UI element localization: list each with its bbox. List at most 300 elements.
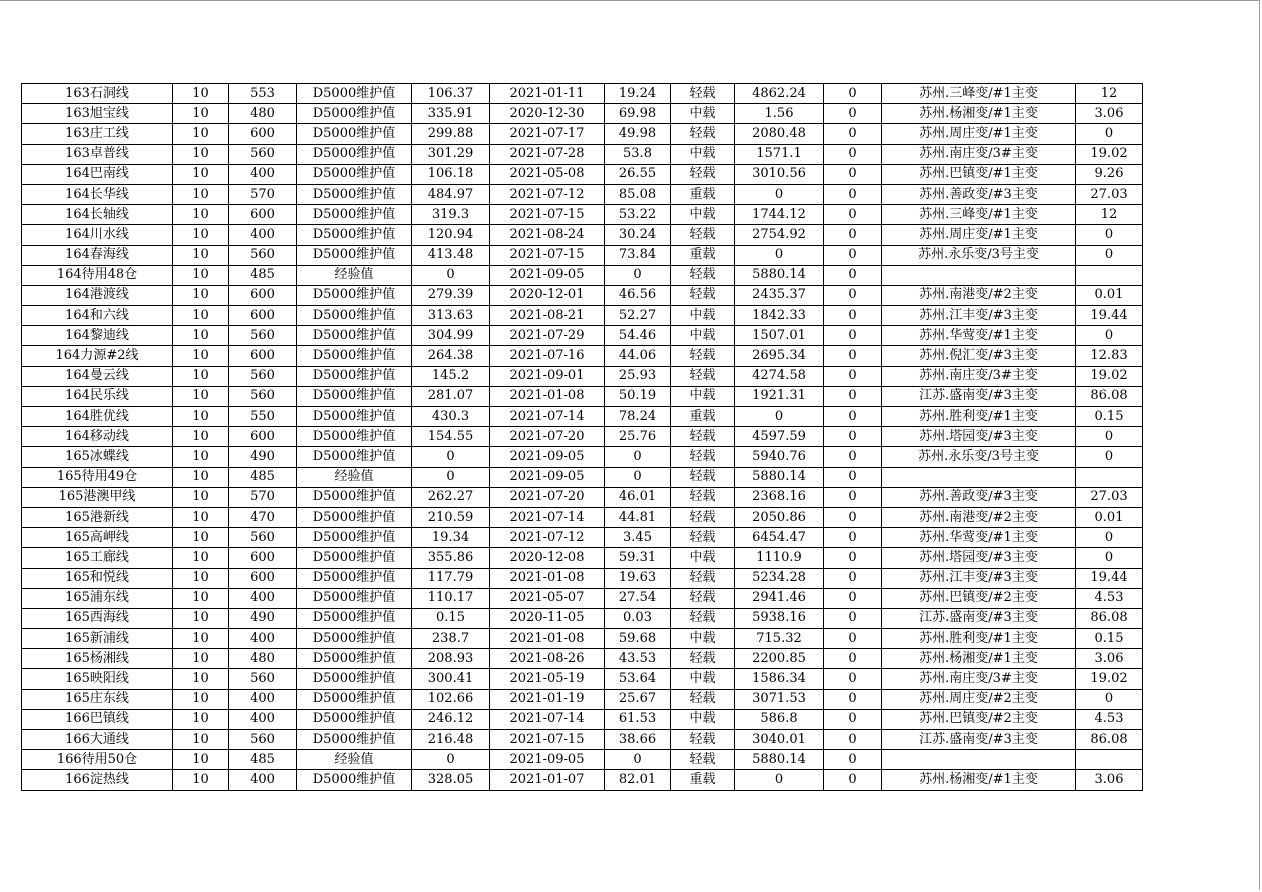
cell-load-rate: 54.46 bbox=[605, 326, 671, 346]
cell-line-name: 166大通线 bbox=[22, 730, 173, 750]
cell-col-10: 0 bbox=[824, 629, 882, 649]
cell-current-value: 264.38 bbox=[412, 346, 490, 366]
cell-margin: 1586.34 bbox=[735, 669, 824, 689]
cell-substation-rate: 0.01 bbox=[1076, 507, 1143, 527]
cell-voltage: 10 bbox=[173, 649, 229, 669]
cell-value-source: D5000维护值 bbox=[297, 588, 412, 608]
cell-line-name: 164民乐线 bbox=[22, 386, 173, 406]
cell-voltage: 10 bbox=[173, 285, 229, 305]
cell-rated-current: 600 bbox=[229, 548, 297, 568]
cell-margin: 5880.14 bbox=[735, 467, 824, 487]
cell-load-level: 轻载 bbox=[671, 507, 735, 527]
cell-line-name: 166淀热线 bbox=[22, 770, 173, 790]
cell-margin: 2368.16 bbox=[735, 487, 824, 507]
cell-margin: 1571.1 bbox=[735, 144, 824, 164]
cell-line-name: 163旭宝线 bbox=[22, 104, 173, 124]
table-body bbox=[22, 84, 1143, 791]
cell-current-value: 319.3 bbox=[412, 205, 490, 225]
cell-rated-current: 560 bbox=[229, 528, 297, 548]
cell-col-10: 0 bbox=[824, 487, 882, 507]
cell-load-level: 中载 bbox=[671, 104, 735, 124]
cell-current-value: 0 bbox=[412, 467, 490, 487]
cell-substation: 苏州.华莺变/#1主变 bbox=[882, 326, 1076, 346]
cell-load-rate: 19.24 bbox=[605, 84, 671, 104]
cell-value-source: D5000维护值 bbox=[297, 104, 412, 124]
cell-substation-rate: 19.02 bbox=[1076, 366, 1143, 386]
cell-value-source: D5000维护值 bbox=[297, 245, 412, 265]
cell-date: 2021-08-21 bbox=[490, 306, 605, 326]
cell-col-10: 0 bbox=[824, 447, 882, 467]
cell-line-name: 164和六线 bbox=[22, 306, 173, 326]
cell-substation-rate: 4.53 bbox=[1076, 709, 1143, 729]
cell-load-rate: 53.8 bbox=[605, 144, 671, 164]
cell-voltage: 10 bbox=[173, 104, 229, 124]
table-row bbox=[22, 447, 1143, 467]
cell-substation: 苏州.塔园变/#3主变 bbox=[882, 548, 1076, 568]
cell-line-name: 164川水线 bbox=[22, 225, 173, 245]
cell-value-source: D5000维护值 bbox=[297, 346, 412, 366]
cell-margin: 3071.53 bbox=[735, 689, 824, 709]
cell-margin: 5880.14 bbox=[735, 750, 824, 770]
cell-current-value: 281.07 bbox=[412, 386, 490, 406]
cell-load-level: 中载 bbox=[671, 548, 735, 568]
cell-margin: 2200.85 bbox=[735, 649, 824, 669]
cell-col-10: 0 bbox=[824, 689, 882, 709]
cell-load-level: 中载 bbox=[671, 669, 735, 689]
cell-margin: 3040.01 bbox=[735, 730, 824, 750]
cell-col-10: 0 bbox=[824, 265, 882, 285]
table-row bbox=[22, 245, 1143, 265]
cell-voltage: 10 bbox=[173, 669, 229, 689]
cell-margin: 4274.58 bbox=[735, 366, 824, 386]
cell-date: 2021-01-08 bbox=[490, 568, 605, 588]
cell-substation: 苏州.江丰变/#3主变 bbox=[882, 568, 1076, 588]
cell-voltage: 10 bbox=[173, 427, 229, 447]
cell-substation: 苏州.永乐变/3号主变 bbox=[882, 447, 1076, 467]
cell-date: 2021-07-15 bbox=[490, 205, 605, 225]
cell-substation-rate bbox=[1076, 750, 1143, 770]
cell-value-source: 经验值 bbox=[297, 750, 412, 770]
cell-current-value: 335.91 bbox=[412, 104, 490, 124]
cell-substation-rate: 0.15 bbox=[1076, 407, 1143, 427]
table-row bbox=[22, 366, 1143, 386]
cell-col-10: 0 bbox=[824, 588, 882, 608]
cell-voltage: 10 bbox=[173, 608, 229, 628]
cell-current-value: 19.34 bbox=[412, 528, 490, 548]
cell-load-rate: 85.08 bbox=[605, 184, 671, 204]
cell-margin: 0 bbox=[735, 407, 824, 427]
cell-col-10: 0 bbox=[824, 407, 882, 427]
cell-line-name: 165港澳甲线 bbox=[22, 487, 173, 507]
table-row bbox=[22, 548, 1143, 568]
cell-col-10: 0 bbox=[824, 649, 882, 669]
cell-substation: 苏州.周庄变/#1主变 bbox=[882, 124, 1076, 144]
cell-margin: 4862.24 bbox=[735, 84, 824, 104]
cell-load-level: 轻载 bbox=[671, 588, 735, 608]
cell-rated-current: 600 bbox=[229, 285, 297, 305]
cell-line-name: 163庄工线 bbox=[22, 124, 173, 144]
cell-line-name: 165新浦线 bbox=[22, 629, 173, 649]
cell-substation-rate: 0 bbox=[1076, 548, 1143, 568]
cell-line-name: 165和悦线 bbox=[22, 568, 173, 588]
cell-voltage: 10 bbox=[173, 164, 229, 184]
cell-rated-current: 600 bbox=[229, 124, 297, 144]
cell-date: 2021-07-20 bbox=[490, 487, 605, 507]
cell-date: 2021-07-15 bbox=[490, 730, 605, 750]
cell-date: 2021-01-08 bbox=[490, 629, 605, 649]
cell-load-level: 轻载 bbox=[671, 689, 735, 709]
table-row bbox=[22, 346, 1143, 366]
cell-voltage: 10 bbox=[173, 225, 229, 245]
cell-value-source: D5000维护值 bbox=[297, 608, 412, 628]
cell-load-rate: 52.27 bbox=[605, 306, 671, 326]
cell-value-source: D5000维护值 bbox=[297, 205, 412, 225]
cell-margin: 5938.16 bbox=[735, 608, 824, 628]
cell-current-value: 0 bbox=[412, 265, 490, 285]
cell-substation: 苏州.巴镇变/#1主变 bbox=[882, 164, 1076, 184]
cell-substation: 苏州.胜利变/#1主变 bbox=[882, 629, 1076, 649]
cell-substation-rate: 0 bbox=[1076, 124, 1143, 144]
cell-substation: 苏州.杨湘变/#1主变 bbox=[882, 104, 1076, 124]
cell-substation-rate: 27.03 bbox=[1076, 487, 1143, 507]
table-row bbox=[22, 164, 1143, 184]
cell-substation-rate: 12.83 bbox=[1076, 346, 1143, 366]
cell-margin: 6454.47 bbox=[735, 528, 824, 548]
cell-load-level: 轻载 bbox=[671, 649, 735, 669]
cell-load-rate: 43.53 bbox=[605, 649, 671, 669]
cell-current-value: 304.99 bbox=[412, 326, 490, 346]
cell-substation-rate: 12 bbox=[1076, 205, 1143, 225]
cell-value-source: D5000维护值 bbox=[297, 427, 412, 447]
cell-line-name: 163石洞线 bbox=[22, 84, 173, 104]
cell-date: 2021-05-08 bbox=[490, 164, 605, 184]
cell-margin: 4597.59 bbox=[735, 427, 824, 447]
cell-substation bbox=[882, 265, 1076, 285]
cell-line-name: 166巴镇线 bbox=[22, 709, 173, 729]
table-row bbox=[22, 104, 1143, 124]
cell-col-10: 0 bbox=[824, 84, 882, 104]
cell-rated-current: 480 bbox=[229, 104, 297, 124]
cell-load-level: 轻载 bbox=[671, 285, 735, 305]
cell-col-10: 0 bbox=[824, 346, 882, 366]
cell-rated-current: 550 bbox=[229, 407, 297, 427]
cell-substation: 江苏.盛南变/#3主变 bbox=[882, 730, 1076, 750]
cell-value-source: D5000维护值 bbox=[297, 730, 412, 750]
cell-substation: 苏州.杨湘变/#1主变 bbox=[882, 770, 1076, 790]
table-row bbox=[22, 84, 1143, 104]
cell-substation-rate: 3.06 bbox=[1076, 649, 1143, 669]
cell-value-source: D5000维护值 bbox=[297, 528, 412, 548]
cell-date: 2021-07-12 bbox=[490, 528, 605, 548]
cell-value-source: D5000维护值 bbox=[297, 689, 412, 709]
cell-load-level: 轻载 bbox=[671, 84, 735, 104]
cell-substation-rate: 3.06 bbox=[1076, 770, 1143, 790]
cell-substation-rate: 0.15 bbox=[1076, 629, 1143, 649]
cell-date: 2021-07-14 bbox=[490, 709, 605, 729]
cell-substation-rate: 0 bbox=[1076, 225, 1143, 245]
cell-col-10: 0 bbox=[824, 164, 882, 184]
cell-substation: 苏州.善政变/#3主变 bbox=[882, 487, 1076, 507]
cell-value-source: D5000维护值 bbox=[297, 709, 412, 729]
cell-load-level: 轻载 bbox=[671, 568, 735, 588]
cell-col-10: 0 bbox=[824, 366, 882, 386]
cell-substation-rate bbox=[1076, 467, 1143, 487]
cell-load-level: 中载 bbox=[671, 386, 735, 406]
cell-rated-current: 400 bbox=[229, 225, 297, 245]
cell-voltage: 10 bbox=[173, 84, 229, 104]
cell-value-source: D5000维护值 bbox=[297, 770, 412, 790]
cell-value-source: 经验值 bbox=[297, 265, 412, 285]
cell-margin: 5880.14 bbox=[735, 265, 824, 285]
cell-voltage: 10 bbox=[173, 245, 229, 265]
cell-substation-rate: 0 bbox=[1076, 427, 1143, 447]
cell-current-value: 120.94 bbox=[412, 225, 490, 245]
cell-rated-current: 480 bbox=[229, 649, 297, 669]
cell-substation: 苏州.善政变/#3主变 bbox=[882, 184, 1076, 204]
cell-rated-current: 490 bbox=[229, 447, 297, 467]
cell-rated-current: 470 bbox=[229, 507, 297, 527]
table-row bbox=[22, 144, 1143, 164]
cell-load-rate: 25.93 bbox=[605, 366, 671, 386]
cell-substation bbox=[882, 467, 1076, 487]
cell-current-value: 0 bbox=[412, 447, 490, 467]
cell-substation-rate: 86.08 bbox=[1076, 386, 1143, 406]
cell-substation-rate: 0 bbox=[1076, 689, 1143, 709]
cell-line-name: 165庄东线 bbox=[22, 689, 173, 709]
cell-date: 2021-01-11 bbox=[490, 84, 605, 104]
cell-current-value: 110.17 bbox=[412, 588, 490, 608]
table-row bbox=[22, 265, 1143, 285]
cell-current-value: 246.12 bbox=[412, 709, 490, 729]
cell-date: 2021-09-05 bbox=[490, 467, 605, 487]
cell-col-10: 0 bbox=[824, 205, 882, 225]
cell-margin: 586.8 bbox=[735, 709, 824, 729]
cell-line-name: 164长轴线 bbox=[22, 205, 173, 225]
cell-date: 2021-07-17 bbox=[490, 124, 605, 144]
cell-date: 2021-07-12 bbox=[490, 184, 605, 204]
cell-load-rate: 59.31 bbox=[605, 548, 671, 568]
cell-col-10: 0 bbox=[824, 750, 882, 770]
cell-load-level: 轻载 bbox=[671, 124, 735, 144]
cell-current-value: 208.93 bbox=[412, 649, 490, 669]
cell-rated-current: 560 bbox=[229, 144, 297, 164]
cell-date: 2021-09-05 bbox=[490, 265, 605, 285]
cell-rated-current: 600 bbox=[229, 568, 297, 588]
cell-substation: 苏州.南庄变/3#主变 bbox=[882, 366, 1076, 386]
cell-margin: 0 bbox=[735, 245, 824, 265]
cell-load-rate: 0 bbox=[605, 265, 671, 285]
cell-col-10: 0 bbox=[824, 326, 882, 346]
cell-voltage: 10 bbox=[173, 184, 229, 204]
cell-value-source: D5000维护值 bbox=[297, 447, 412, 467]
cell-substation: 苏州.南庄变/3#主变 bbox=[882, 669, 1076, 689]
cell-margin: 2050.86 bbox=[735, 507, 824, 527]
cell-date: 2021-08-24 bbox=[490, 225, 605, 245]
cell-value-source: D5000维护值 bbox=[297, 629, 412, 649]
cell-rated-current: 560 bbox=[229, 326, 297, 346]
cell-current-value: 262.27 bbox=[412, 487, 490, 507]
cell-rated-current: 600 bbox=[229, 205, 297, 225]
cell-voltage: 10 bbox=[173, 507, 229, 527]
cell-current-value: 210.59 bbox=[412, 507, 490, 527]
cell-line-name: 164黎迪线 bbox=[22, 326, 173, 346]
cell-margin: 5940.76 bbox=[735, 447, 824, 467]
table-row bbox=[22, 507, 1143, 527]
cell-line-name: 165映阳线 bbox=[22, 669, 173, 689]
cell-load-level: 轻载 bbox=[671, 225, 735, 245]
cell-col-10: 0 bbox=[824, 285, 882, 305]
cell-current-value: 299.88 bbox=[412, 124, 490, 144]
cell-date: 2021-01-19 bbox=[490, 689, 605, 709]
cell-rated-current: 490 bbox=[229, 608, 297, 628]
cell-load-rate: 0 bbox=[605, 467, 671, 487]
cell-load-level: 轻载 bbox=[671, 265, 735, 285]
cell-current-value: 413.48 bbox=[412, 245, 490, 265]
cell-line-name: 165杨湘线 bbox=[22, 649, 173, 669]
cell-load-rate: 53.22 bbox=[605, 205, 671, 225]
cell-current-value: 117.79 bbox=[412, 568, 490, 588]
cell-col-10: 0 bbox=[824, 144, 882, 164]
cell-rated-current: 600 bbox=[229, 427, 297, 447]
cell-load-rate: 19.63 bbox=[605, 568, 671, 588]
cell-rated-current: 400 bbox=[229, 629, 297, 649]
cell-value-source: D5000维护值 bbox=[297, 225, 412, 245]
cell-value-source: D5000维护值 bbox=[297, 407, 412, 427]
cell-substation bbox=[882, 750, 1076, 770]
cell-margin: 1.56 bbox=[735, 104, 824, 124]
cell-load-level: 中载 bbox=[671, 326, 735, 346]
cell-load-rate: 26.55 bbox=[605, 164, 671, 184]
cell-substation-rate: 19.44 bbox=[1076, 568, 1143, 588]
cell-col-10: 0 bbox=[824, 245, 882, 265]
cell-load-rate: 25.67 bbox=[605, 689, 671, 709]
cell-rated-current: 560 bbox=[229, 669, 297, 689]
cell-load-level: 中载 bbox=[671, 144, 735, 164]
cell-current-value: 106.37 bbox=[412, 84, 490, 104]
cell-substation-rate: 0 bbox=[1076, 326, 1143, 346]
cell-date: 2021-07-28 bbox=[490, 144, 605, 164]
cell-load-level: 中载 bbox=[671, 205, 735, 225]
cell-date: 2021-05-07 bbox=[490, 588, 605, 608]
cell-substation: 苏州.南港变/#2主变 bbox=[882, 507, 1076, 527]
cell-rated-current: 485 bbox=[229, 750, 297, 770]
cell-rated-current: 400 bbox=[229, 689, 297, 709]
cell-col-10: 0 bbox=[824, 184, 882, 204]
table-row bbox=[22, 487, 1143, 507]
feeder-load-table bbox=[21, 83, 1143, 791]
cell-load-rate: 0 bbox=[605, 447, 671, 467]
cell-substation: 江苏.盛南变/#3主变 bbox=[882, 386, 1076, 406]
cell-load-level: 轻载 bbox=[671, 467, 735, 487]
cell-load-rate: 46.56 bbox=[605, 285, 671, 305]
cell-voltage: 10 bbox=[173, 689, 229, 709]
cell-load-level: 轻载 bbox=[671, 487, 735, 507]
cell-rated-current: 485 bbox=[229, 467, 297, 487]
cell-voltage: 10 bbox=[173, 346, 229, 366]
cell-line-name: 164巴南线 bbox=[22, 164, 173, 184]
cell-substation-rate: 19.02 bbox=[1076, 669, 1143, 689]
cell-load-rate: 50.19 bbox=[605, 386, 671, 406]
cell-substation-rate: 0 bbox=[1076, 447, 1143, 467]
cell-substation: 苏州.胜利变/#1主变 bbox=[882, 407, 1076, 427]
cell-col-10: 0 bbox=[824, 770, 882, 790]
cell-load-level: 重载 bbox=[671, 770, 735, 790]
cell-line-name: 164曼云线 bbox=[22, 366, 173, 386]
cell-margin: 3010.56 bbox=[735, 164, 824, 184]
cell-line-name: 166待用50仓 bbox=[22, 750, 173, 770]
cell-rated-current: 560 bbox=[229, 245, 297, 265]
cell-load-level: 轻载 bbox=[671, 750, 735, 770]
cell-col-10: 0 bbox=[824, 730, 882, 750]
cell-line-name: 164长华线 bbox=[22, 184, 173, 204]
table-row bbox=[22, 709, 1143, 729]
cell-load-rate: 61.53 bbox=[605, 709, 671, 729]
cell-voltage: 10 bbox=[173, 588, 229, 608]
cell-value-source: D5000维护值 bbox=[297, 507, 412, 527]
cell-current-value: 238.7 bbox=[412, 629, 490, 649]
cell-margin: 1842.33 bbox=[735, 306, 824, 326]
cell-date: 2021-01-08 bbox=[490, 386, 605, 406]
cell-current-value: 313.63 bbox=[412, 306, 490, 326]
cell-substation-rate: 12 bbox=[1076, 84, 1143, 104]
cell-load-level: 轻载 bbox=[671, 608, 735, 628]
cell-date: 2021-07-14 bbox=[490, 507, 605, 527]
cell-substation: 苏州.南庄变/3#主变 bbox=[882, 144, 1076, 164]
cell-col-10: 0 bbox=[824, 608, 882, 628]
cell-current-value: 216.48 bbox=[412, 730, 490, 750]
cell-voltage: 10 bbox=[173, 770, 229, 790]
cell-substation: 苏州.巴镇变/#2主变 bbox=[882, 709, 1076, 729]
cell-substation-rate: 27.03 bbox=[1076, 184, 1143, 204]
cell-substation-rate: 4.53 bbox=[1076, 588, 1143, 608]
cell-voltage: 10 bbox=[173, 326, 229, 346]
table-row bbox=[22, 427, 1143, 447]
cell-voltage: 10 bbox=[173, 629, 229, 649]
cell-substation-rate: 0 bbox=[1076, 245, 1143, 265]
cell-load-rate: 59.68 bbox=[605, 629, 671, 649]
cell-rated-current: 400 bbox=[229, 164, 297, 184]
cell-load-rate: 44.81 bbox=[605, 507, 671, 527]
cell-substation-rate: 0 bbox=[1076, 528, 1143, 548]
cell-value-source: D5000维护值 bbox=[297, 285, 412, 305]
table-row bbox=[22, 629, 1143, 649]
cell-rated-current: 560 bbox=[229, 386, 297, 406]
cell-substation: 苏州.永乐变/3号主变 bbox=[882, 245, 1076, 265]
cell-rated-current: 570 bbox=[229, 184, 297, 204]
table-row bbox=[22, 386, 1143, 406]
table-row bbox=[22, 184, 1143, 204]
cell-current-value: 484.97 bbox=[412, 184, 490, 204]
cell-load-rate: 25.76 bbox=[605, 427, 671, 447]
cell-rated-current: 485 bbox=[229, 265, 297, 285]
table-row bbox=[22, 326, 1143, 346]
table-row bbox=[22, 306, 1143, 326]
table-row bbox=[22, 568, 1143, 588]
cell-voltage: 10 bbox=[173, 265, 229, 285]
cell-margin: 2941.46 bbox=[735, 588, 824, 608]
cell-rated-current: 400 bbox=[229, 709, 297, 729]
cell-substation: 江苏.盛南变/#3主变 bbox=[882, 608, 1076, 628]
cell-substation-rate: 0.01 bbox=[1076, 285, 1143, 305]
cell-margin: 715.32 bbox=[735, 629, 824, 649]
cell-value-source: D5000维护值 bbox=[297, 487, 412, 507]
table-row bbox=[22, 124, 1143, 144]
cell-value-source: D5000维护值 bbox=[297, 649, 412, 669]
cell-voltage: 10 bbox=[173, 528, 229, 548]
cell-substation: 苏州.塔园变/#3主变 bbox=[882, 427, 1076, 447]
cell-col-10: 0 bbox=[824, 709, 882, 729]
cell-value-source: D5000维护值 bbox=[297, 184, 412, 204]
